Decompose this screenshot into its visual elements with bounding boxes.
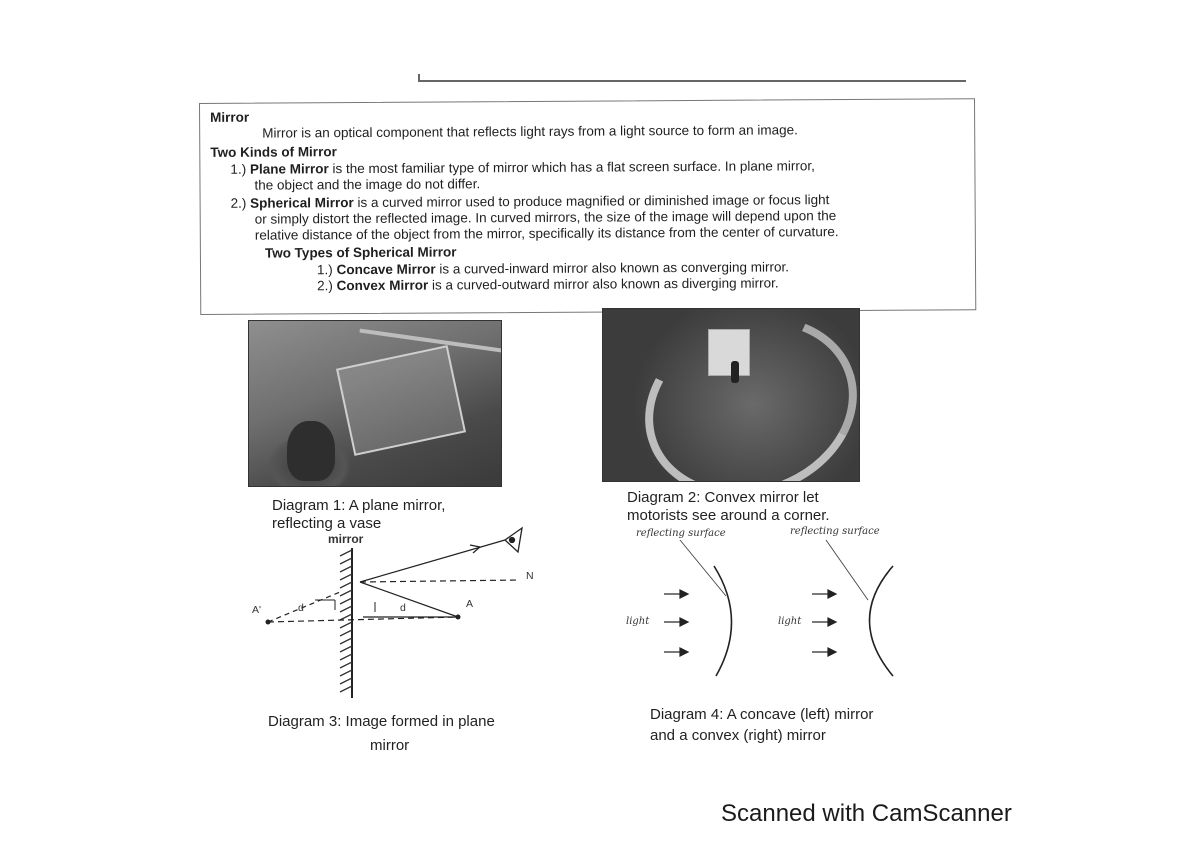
object-point-a [456, 615, 461, 620]
diagram4-caption-line1: Diagram 4: A concave (left) mirror [650, 706, 874, 723]
reflecting-surface-label-right: reflecting surface [790, 526, 880, 537]
mirror-label: mirror [328, 532, 364, 546]
light-arrows-left [664, 590, 688, 656]
kind2-name: Spherical Mirror [250, 195, 354, 211]
type1-number: 1.) [316, 262, 333, 278]
object-label: A [466, 598, 474, 610]
diagram4-caption-line2: and a convex (right) mirror [650, 727, 826, 744]
mirror-definition: Mirror is an optical component that reflects light rays from a light source to form an image. [262, 122, 798, 141]
normal-label: N [526, 570, 534, 582]
reflecting-surface-label-left: reflecting surface [636, 528, 726, 539]
kind2-number: 2.) [230, 195, 247, 211]
type2-name: Convex Mirror [336, 277, 429, 294]
kind2-line3: relative distance of the object from the mirror, specifically its distance from the center of curvature. [254, 224, 839, 243]
kind1-text1: is the most familiar type of mirror which has a flat screen surface. In plane mirror, [328, 158, 815, 177]
type1-name: Concave Mirror [336, 261, 436, 278]
diagram2-caption-line2: motorists see around a corner. [627, 507, 830, 524]
distance-label-image: d [298, 602, 304, 614]
diagram3-caption-line2: mirror [370, 737, 410, 754]
kinds-heading: Two Kinds of Mirror [210, 144, 337, 160]
ray-lines [268, 540, 520, 622]
image-label: A' [252, 604, 262, 616]
light-label-right: light [778, 616, 802, 627]
scanner-watermark: Scanned with CamScanner [721, 800, 1012, 827]
type2-number: 2.) [317, 278, 333, 294]
distance-label-object: d [400, 602, 406, 614]
pointer-lines [680, 540, 868, 600]
kind1-name: Plane Mirror [249, 161, 329, 177]
kind1-line2: the object and the image do not differ. [254, 176, 481, 193]
type1-text: is a curved-inward mirror also known as converging mirror. [435, 259, 789, 277]
kind2-line2: or simply distort the reflected image. In curved mirrors, the size of the image will depend upon the [254, 208, 837, 227]
diagram1-caption-line2: reflecting a vase [272, 515, 382, 532]
kind1-number: 1.) [230, 161, 247, 177]
light-label-left: light [626, 616, 650, 627]
diagram2-caption-line1: Diagram 2: Convex mirror let [627, 489, 819, 506]
diagram3-caption-line1: Diagram 3: Image formed in plane [268, 713, 495, 730]
light-arrows-right [812, 590, 836, 656]
image-point-a-prime [266, 620, 271, 625]
plane-mirror-symbol [340, 548, 352, 698]
kind2-text1: is a curved mirror used to produce magnified or diminished image or focus light [353, 192, 830, 211]
eye-icon [505, 528, 522, 552]
types-heading: Two Types of Spherical Mirror [264, 244, 457, 261]
diagram1-caption-line1: Diagram 1: A plane mirror, [272, 497, 446, 514]
type2-text: is a curved-outward mirror also known as diverging mirror. [428, 275, 779, 293]
concave-mirror-symbol [714, 566, 732, 676]
mirror-heading: Mirror [210, 109, 250, 125]
convex-mirror-symbol [870, 566, 894, 676]
